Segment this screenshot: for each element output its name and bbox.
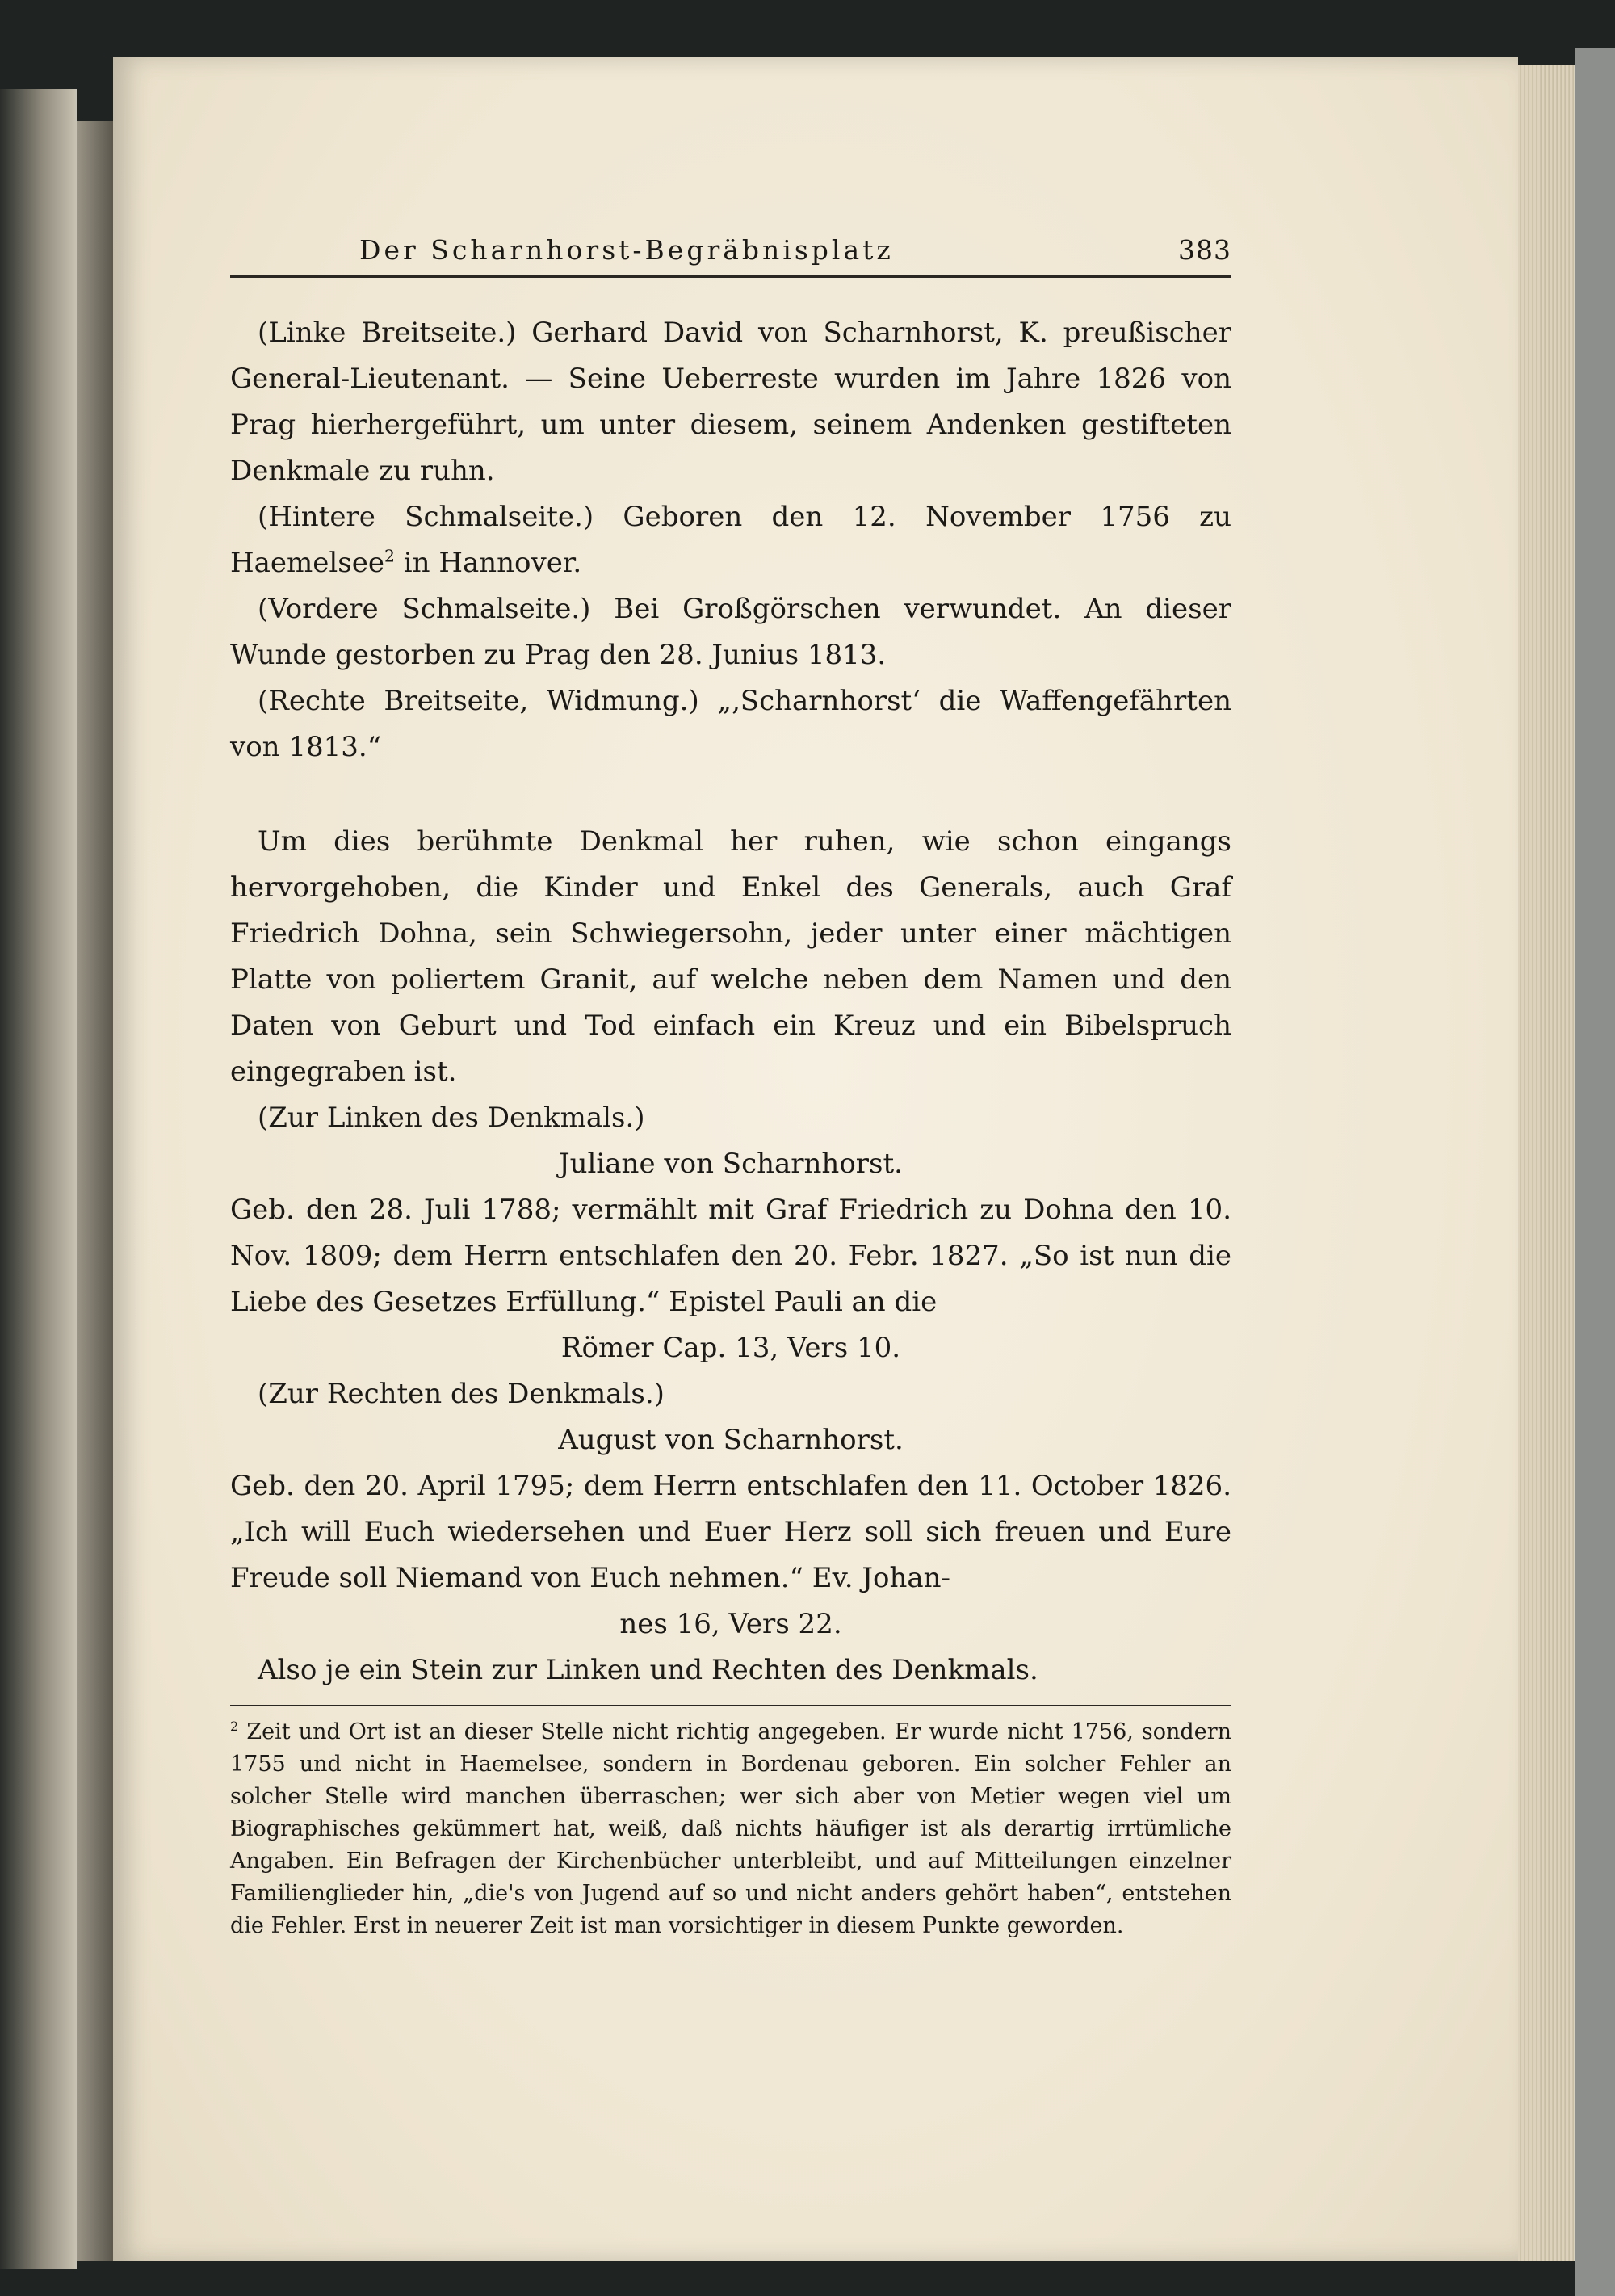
footnote bbox=[230, 1705, 1231, 1942]
body-text bbox=[230, 310, 1231, 1694]
left-grave-text: Geb. den 28. Juli 1788; vermählt mit Graf Friedrich zu Dohna den 10. Nov. 1809; dem Herrn entschlafen den 20. Febr. 1827. „So ist nun die Liebe des Gesetzes Erfüllung.“ Epistel Pauli an die bbox=[230, 1194, 1231, 1318]
left-grave-name: Juliane von Scharnhorst. bbox=[559, 1148, 903, 1180]
footnote-ref: 2 bbox=[384, 546, 395, 566]
right-grave-verse: nes 16, Vers 22. bbox=[619, 1608, 842, 1640]
footnote-text: Zeit und Ort ist an dieser Stelle nicht richtig angegeben. Er wurde nicht 1756, sondern 1755 und nicht in Haemelsee, sondern in Bordenau geboren. Ein solcher Fehler an solcher Stelle wird manchen überraschen; wer sich aber von Metier wegen viel um Biographisches gekümmert hat, weiß, daß nichts häufiger ist als derartig irrtümliche Angaben. Ein Befragen der Kirchenbücher unterbleibt, und auf Mitteilungen einzelner Familienglieder hin, „die's von Jugend auf so und nicht anders gehört haben“, entstehen die Fehler. Erst in neuerer Zeit ist man vorsichtiger in diesem Punkte geworden. bbox=[230, 1719, 1231, 1938]
book-page bbox=[113, 57, 1518, 2261]
right-grave-heading: (Zur Rechten des Denkmals.) bbox=[258, 1378, 665, 1410]
book-gutter bbox=[77, 121, 113, 2261]
page-number: 383 bbox=[1178, 234, 1231, 266]
inscription-front-side: (Vordere Schmalseite.) Bei Großgörschen verwundet. An dieser Wunde gestorben zu Prag den 28. Junius 1813. bbox=[230, 593, 1231, 671]
graves-paragraph: Um dies berühmte Denkmal her ruhen, wie schon eingangs hervorgehoben, die Kinder und Enkel des Generals, auch Graf Friedrich Dohna, sein Schwiegersohn, jeder unter einer mächtigen Platte von poliertem Granit, auf welche neben dem Namen und den Daten von Geburt und Tod einfach ein Kreuz und ein Bibelspruch eingegraben ist. bbox=[230, 825, 1231, 1088]
page-content bbox=[230, 234, 1231, 1942]
book-cover-edge bbox=[1575, 48, 1615, 2296]
inscription-back-side: (Hintere Schmalseite.) Geboren den 12. November 1756 zu Haemelsee$^2$ in Hannover. bbox=[230, 501, 1231, 579]
running-title: Der Scharnhorst-Begräbnisplatz bbox=[359, 234, 894, 266]
inscription-right-side: (Rechte Breitseite, Widmung.) „‚Scharnhorst‘ die Waffengefährten von 1813.“ bbox=[230, 685, 1231, 763]
running-header bbox=[230, 234, 1231, 278]
page-stack-edge bbox=[1518, 65, 1575, 2261]
left-page-edge bbox=[0, 89, 77, 2269]
closing-line: Also je ein Stein zur Linken und Rechten des Denkmals. bbox=[258, 1654, 1038, 1686]
right-grave-name: August von Scharnhorst. bbox=[558, 1424, 904, 1456]
footnote-marker: 2 bbox=[230, 1719, 239, 1734]
left-grave-verse: Römer Cap. 13, Vers 10. bbox=[560, 1332, 901, 1364]
right-grave-text: Geb. den 20. April 1795; dem Herrn entschlafen den 11. October 1826. „Ich will Euch wiedersehen und Euer Herz soll sich freuen und Eure Freude soll Niemand von Euch nehmen.“ Ev. Johan- bbox=[230, 1470, 1231, 1594]
left-grave-heading: (Zur Linken des Denkmals.) bbox=[258, 1102, 645, 1134]
inscription-left-side: (Linke Breitseite.) Gerhard David von Scharnhorst, K. preußischer General-Lieutenant. — Seine Ueberreste wurden im Jahre 1826 von Prag hierhergeführt, um unter diesem, seinem Andenken gestifteten Denkmale zu ruhn. bbox=[230, 317, 1231, 487]
